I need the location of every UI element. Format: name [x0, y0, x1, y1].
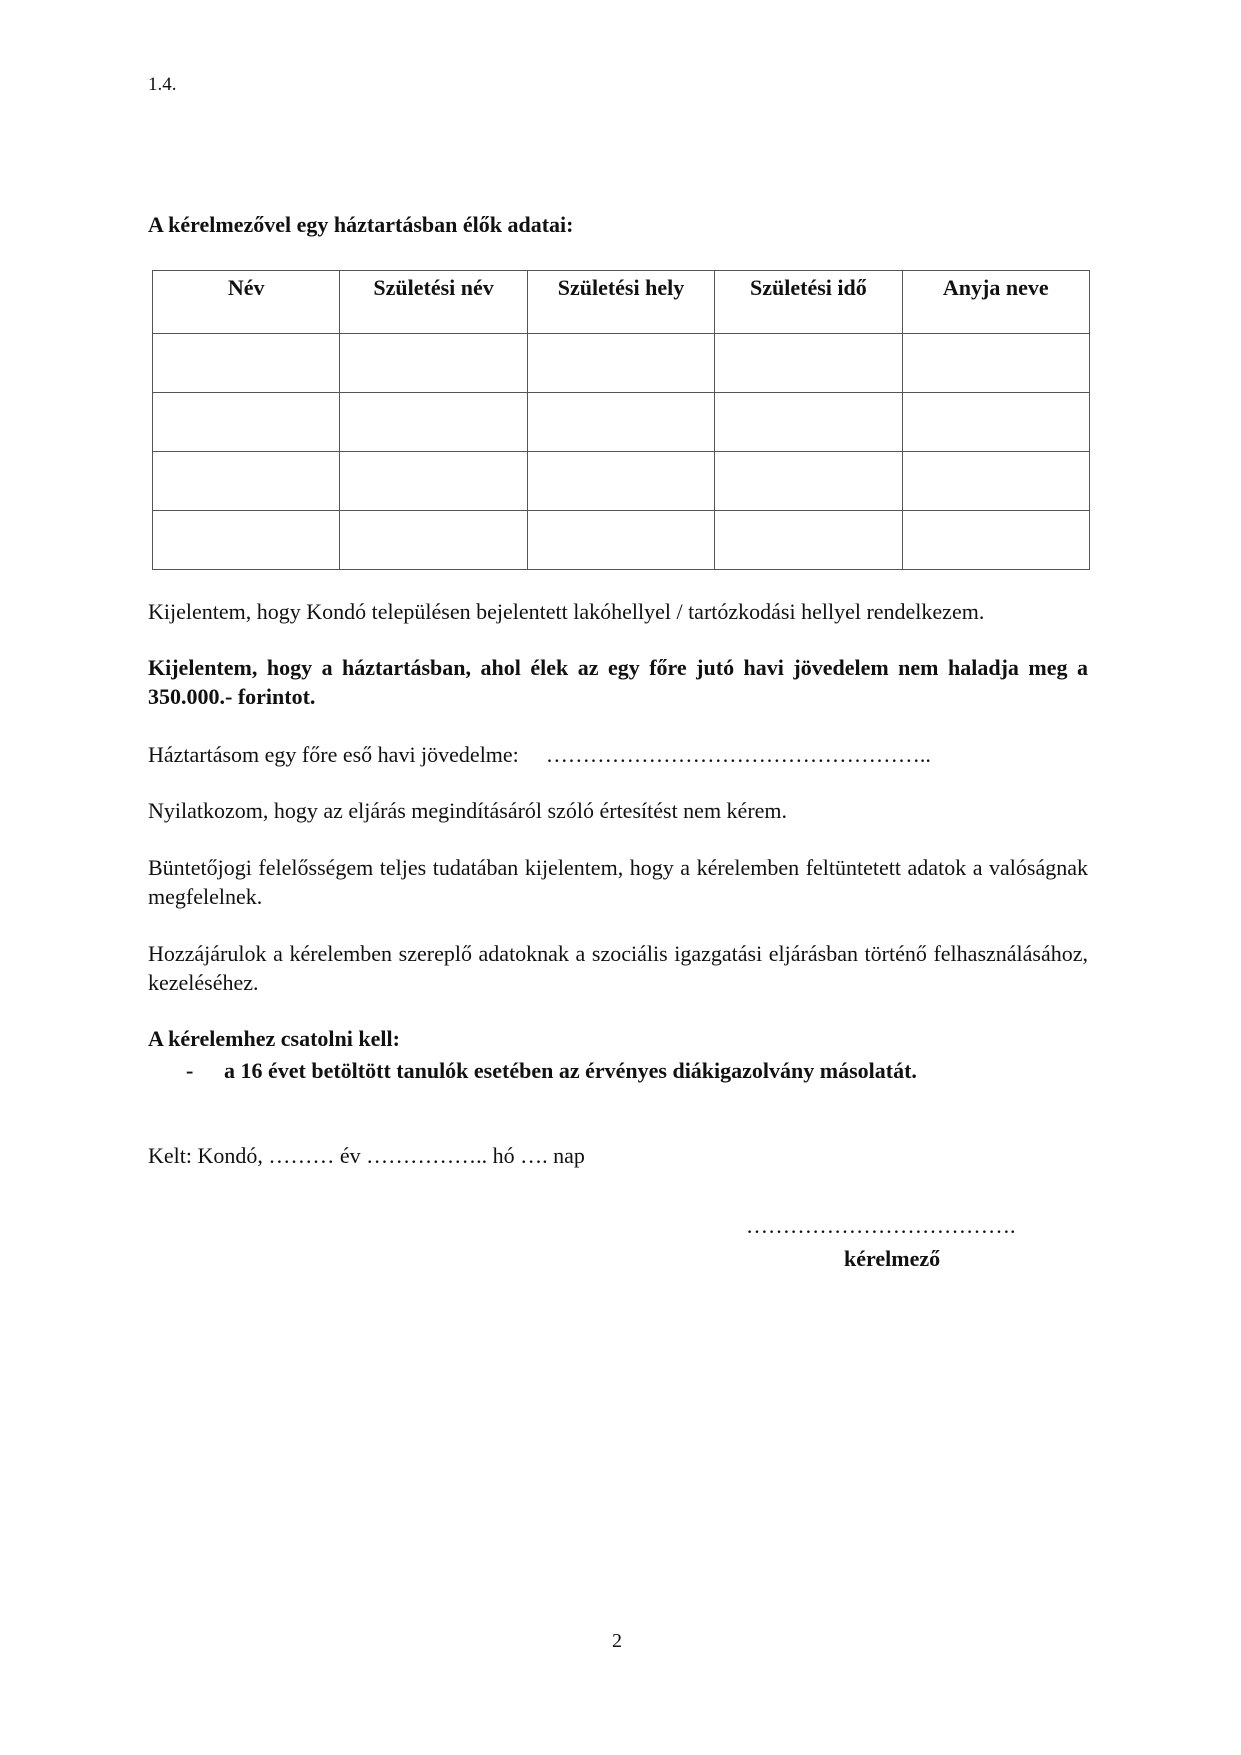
- table-row: [153, 334, 1090, 393]
- column-header-birth-place: Születési hely: [527, 271, 714, 334]
- attachments-title: A kérelemhez csatolni kell:: [148, 1026, 400, 1051]
- table-cell[interactable]: [902, 393, 1089, 452]
- table-cell[interactable]: [153, 393, 340, 452]
- column-header-name: Név: [153, 271, 340, 334]
- column-header-birth-name: Születési név: [340, 271, 527, 334]
- table-cell[interactable]: [715, 334, 902, 393]
- household-members-heading: A kérelmezővel egy háztartásban élők adatai:: [148, 212, 574, 237]
- table-cell[interactable]: [153, 334, 340, 393]
- table-cell[interactable]: [527, 511, 714, 570]
- residence-statement: Kijelentem, hogy Kondó településen bejelentett lakóhellyel / tartózkodási hellyel rendelkezem.: [148, 599, 985, 624]
- attachment-text: a 16 évet betöltött tanulók esetében az érvényes diákigazolvány másolatát.: [224, 1058, 917, 1083]
- table-cell[interactable]: [527, 393, 714, 452]
- date-line[interactable]: Kelt: Kondó, ……… év …………….. hó …. nap: [148, 1143, 585, 1168]
- table-cell[interactable]: [340, 511, 527, 570]
- income-label: Háztartásom egy főre eső havi jövedelme:: [148, 742, 519, 767]
- list-bullet: -: [186, 1058, 194, 1083]
- table-cell[interactable]: [340, 452, 527, 511]
- table-cell[interactable]: [902, 452, 1089, 511]
- table-cell[interactable]: [340, 334, 527, 393]
- income-line: [148, 740, 1088, 769]
- signature-line[interactable]: ……………………………….: [746, 1213, 1016, 1238]
- column-header-mother-name: Anyja neve: [902, 271, 1089, 334]
- page-number: 2: [612, 1630, 622, 1652]
- table-header-row: [153, 271, 1090, 334]
- table-row: [153, 511, 1090, 570]
- criminal-liability-statement: Büntetőjogi felelősségem teljes tudatában kijelentem, hogy a kérelemben feltüntetett adatok a valóságnak megfelelnek.: [148, 855, 1088, 909]
- household-members-table: [152, 270, 1090, 570]
- table-cell[interactable]: [153, 452, 340, 511]
- table-cell[interactable]: [340, 393, 527, 452]
- table-row: [153, 452, 1090, 511]
- consent-statement: Hozzájárulok a kérelemben szereplő adatoknak a szociális igazgatási eljárásban történő felhasználásához, kezeléséhez.: [148, 941, 1088, 995]
- income-field[interactable]: ……………………………………………..: [545, 742, 931, 767]
- table-cell[interactable]: [902, 334, 1089, 393]
- table-cell[interactable]: [715, 511, 902, 570]
- table-cell[interactable]: [715, 393, 902, 452]
- table-cell[interactable]: [527, 334, 714, 393]
- table-cell[interactable]: [902, 511, 1089, 570]
- column-header-birth-date: Születési idő: [715, 271, 902, 334]
- section-number: 1.4.: [148, 74, 177, 95]
- table-cell[interactable]: [153, 511, 340, 570]
- attachment-item: [186, 1058, 917, 1084]
- income-limit-statement: Kijelentem, hogy a háztartásban, ahol élek az egy főre jutó havi jövedelem nem haladja meg a 350.000.- forintot.: [148, 655, 1088, 709]
- signature-label: kérelmező: [844, 1246, 941, 1271]
- table-cell[interactable]: [715, 452, 902, 511]
- table-cell[interactable]: [527, 452, 714, 511]
- table-row: [153, 393, 1090, 452]
- notification-statement: Nyilatkozom, hogy az eljárás megindításáról szóló értesítést nem kérem.: [148, 798, 788, 823]
